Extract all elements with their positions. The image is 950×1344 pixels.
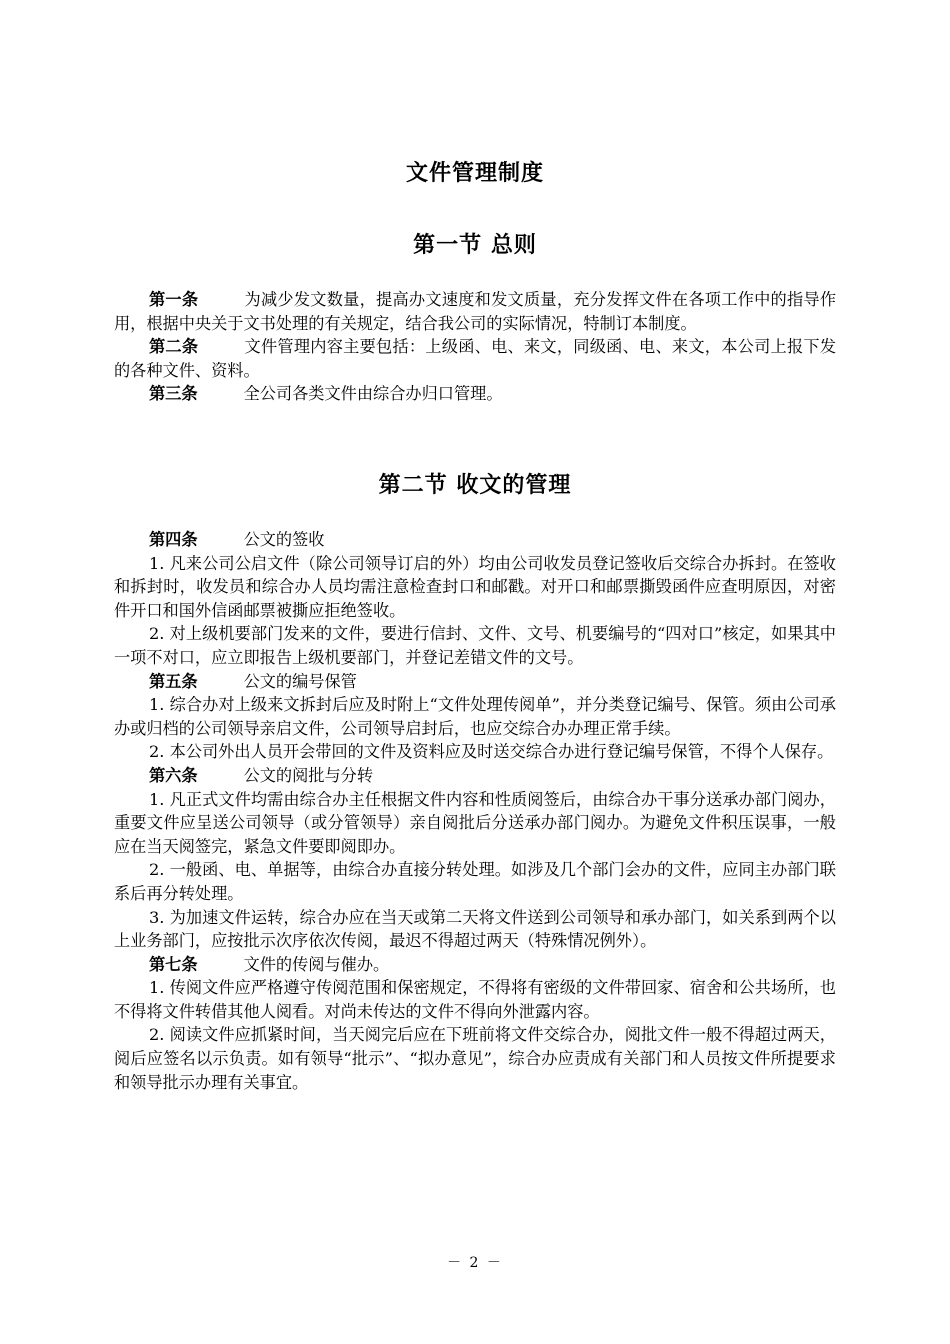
clause: 1. 传阅文件应严格遵守传阅范围和保密规定，不得将有密级的文件带回家、宿舍和公共场所，也不得将文件转借其他人阅看。对尚未传达的文件不得向外泄露内容。 — [114, 978, 836, 1021]
document-title: 文件管理制度 — [405, 161, 544, 186]
clause: 1. 综合办对上级来文拆封后应及时附上“文件处理传阅单”，并分类登记编号、保管。须由公司承办或归档的公司领导亲启文件，公司领导启封后，也应交综合办办理正常手续。 — [114, 695, 836, 738]
article-text: 公文的编号保管 — [243, 671, 357, 691]
article-2 — [114, 335, 836, 382]
article-1 — [114, 288, 836, 335]
article-label: 第一条 — [149, 290, 199, 309]
article-text: 公文的签收 — [243, 530, 325, 549]
clause: 1. 凡正式文件均需由综合办主任根据文件内容和性质阅签后，由综合办干事分送承办部门阅办，重要文件应呈送公司领导（或分管领导）亲自阅批后分送承办部门阅办。为避免文件积压误事，一般应在当天阅签完，紧急文件要即阅即办。 — [114, 789, 836, 856]
article-5 — [114, 670, 836, 694]
article-label: 第四条 — [149, 530, 198, 549]
clause: 2. 对上级机要部门发来的文件，要进行信封、文件、文号、机要编号的“四对口”核定，如果其中一项不对口，应立即报告上级机要部门，并登记差错文件的文号。 — [114, 624, 836, 667]
article-6 — [114, 764, 836, 788]
article-text: 文件的传阅与催办。 — [243, 954, 390, 974]
article-text: 文件管理内容主要包括：上级函、电、来文，同级函、电、来文，本公司上报下发的各种文件、资料。 — [114, 337, 837, 380]
article-text: 为减少发文数量，提高办文速度和发文质量，充分发挥文件在各项工作中的指导作用，根据中央关于文书处理的有关规定，结合我公司的实际情况，特制订本制度。 — [114, 290, 837, 333]
article-text: 公文的阅批与分转 — [243, 765, 374, 785]
article-label: 第三条 — [149, 384, 198, 404]
clause: 1. 凡来公司公启文件（除公司领导订启的外）均由公司收发员登记签收后交综合办拆封。在签收和拆封时，收发员和综合办人员均需注意检查封口和邮戳。对开口和邮票撕毁函件应查明原因，对密件开口和国外信函邮票被撕应拒绝签收。 — [114, 553, 836, 620]
clause: 2. 一般函、电、单据等，由综合办直接分转处理。如涉及几个部门会办的文件，应同主办部门联系后再分转处理。 — [114, 860, 836, 903]
section-heading-1: 第一节 总则 — [413, 233, 537, 258]
page-number: － 2 － — [447, 1255, 503, 1271]
article-label: 第五条 — [149, 671, 198, 691]
article-text: 全公司各类文件由综合办归口管理。 — [243, 384, 503, 404]
section-heading-2: 第二节 收文的管理 — [378, 473, 572, 498]
article-label: 第六条 — [149, 765, 198, 785]
article-label: 第二条 — [149, 337, 199, 357]
clause: 2. 阅读文件应抓紧时间，当天阅完后应在下班前将文件交综合办，阅批文件一般不得超过两天，阅后应签名以示负责。如有领导“批示”、“拟办意见”，综合办应责成有关部门和人员按文件所提要求和领导批示办理有关事宜。 — [114, 1025, 836, 1092]
clause: 3. 为加速文件运转，综合办应在当天或第二天将文件送到公司领导和承办部门，如关系到两个以上业务部门，应按批示次序依次传阅，最迟不得超过两天（特殊情况例外）。 — [114, 907, 836, 951]
clause: 2. 本公司外出人员开会带回的文件及资料应及时送交综合办进行登记编号保管，不得个人保存。 — [149, 742, 834, 762]
section-2-body — [114, 528, 836, 1094]
article-7 — [114, 953, 836, 977]
article-3 — [114, 382, 836, 406]
section-1-body — [114, 288, 836, 406]
article-label: 第七条 — [149, 954, 198, 974]
article-4 — [114, 528, 836, 552]
